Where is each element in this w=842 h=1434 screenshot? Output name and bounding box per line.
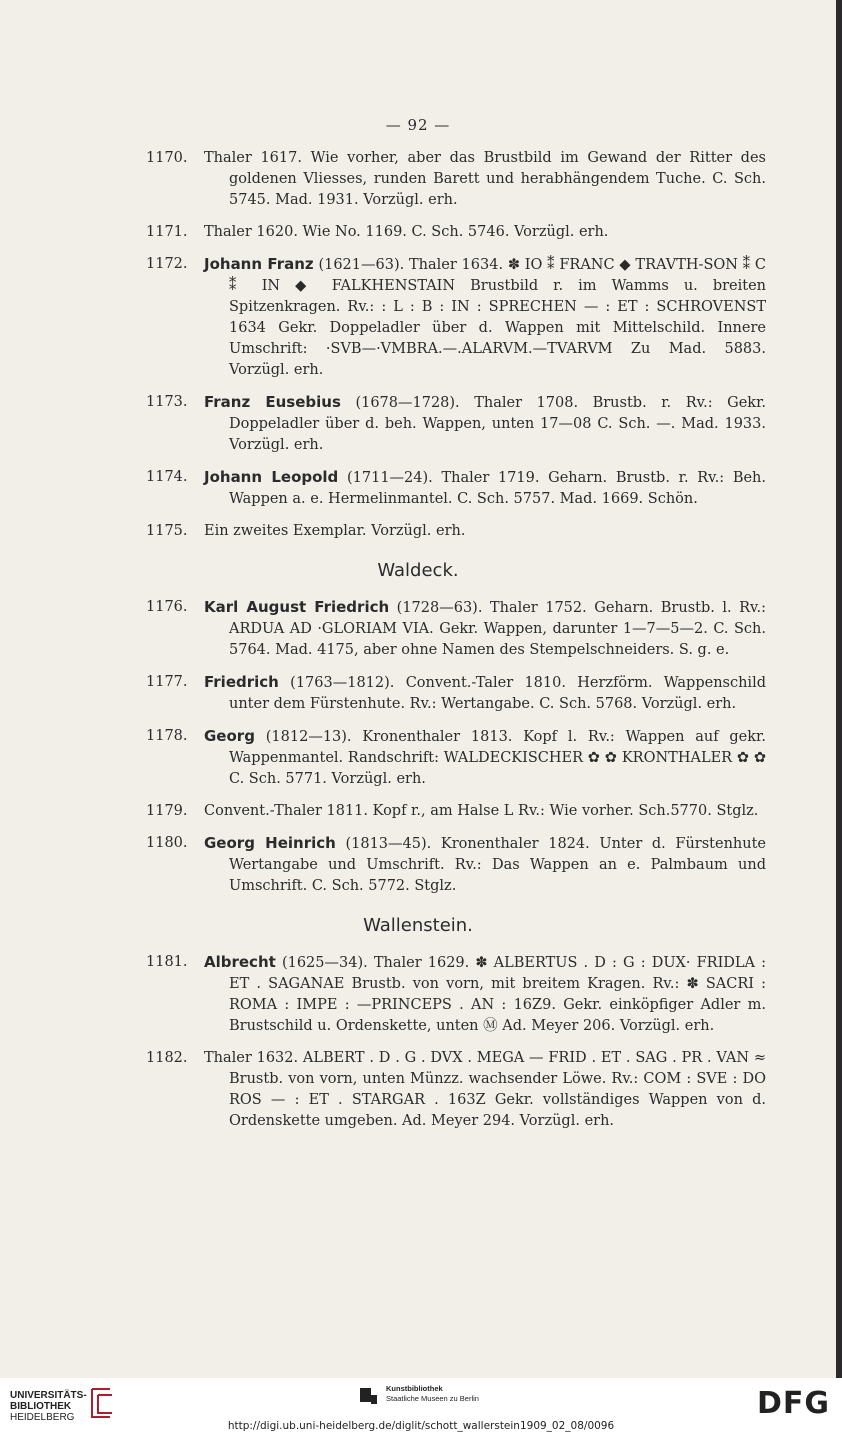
catalog-entry bbox=[0, 392, 836, 456]
catalog-entry bbox=[0, 833, 836, 897]
entry-number: 1180. bbox=[146, 835, 188, 851]
entry-description: (1711—24). Thaler 1719. Geharn. Brustb. r. Rv.: Beh. Wappen a. e. Hermelinmantel. C. Sch. 5757. Mad. 1669. Schön. bbox=[229, 470, 767, 507]
catalog-entry bbox=[0, 222, 836, 243]
ub-line-3: HEIDELBERG bbox=[10, 1412, 75, 1423]
entry-description: Convent.-Thaler 1811. Kopf r., am Halse L Rv.: Wie vorher. Sch.5770. Stglz. bbox=[204, 803, 759, 819]
entry-description: (1625—34). Thaler 1629. ✽ ALBERTUS . D : G : DUX· FRIDLA : ET . SAGANAE Brustb. von vorn, mit breitem Kragen. Rv.: ✽ SACRI : ROMA : IMPE : —PRINCEPS . AN : 16Z9. Gekr. einköpfiger Adler m. Brustschild u. Ordenskette, unten Ⓜ Ad. Meyer 206. Vorzügl. erh. bbox=[229, 955, 767, 1034]
entry-number: 1173. bbox=[146, 394, 188, 410]
entry-number: 1181. bbox=[146, 954, 188, 970]
entry-description: Thaler 1620. Wie No. 1169. C. Sch. 5746. Vorzügl. erh. bbox=[204, 224, 609, 240]
catalog-entry bbox=[0, 597, 836, 661]
ruler-name: Karl August Friedrich bbox=[204, 598, 390, 616]
catalog-entry bbox=[0, 726, 836, 790]
section-heading-waldeck: Waldeck. bbox=[377, 560, 459, 581]
catalog-entry bbox=[0, 801, 836, 822]
entry-group-wallenstein bbox=[0, 952, 836, 1132]
ub-heidelberg-mark-icon bbox=[86, 1385, 116, 1421]
entry-number: 1182. bbox=[146, 1050, 188, 1066]
entry-text bbox=[204, 521, 766, 542]
entry-number: 1175. bbox=[146, 523, 188, 539]
entry-text bbox=[204, 1048, 766, 1132]
entry-text bbox=[204, 833, 766, 897]
entry-number: 1176. bbox=[146, 599, 188, 615]
entry-number: 1170. bbox=[146, 150, 188, 166]
entry-number: 1177. bbox=[146, 674, 188, 690]
source-url-link[interactable]: http://digi.ub.uni-heidelberg.de/diglit/schott_wallerstein1909_02_08/0096 bbox=[227, 1420, 615, 1432]
entry-text bbox=[204, 467, 766, 510]
kunstbibliothek-label[interactable] bbox=[386, 1384, 479, 1404]
ruler-name: Georg bbox=[204, 727, 255, 745]
page-number: — 92 — bbox=[385, 116, 451, 134]
entry-text bbox=[204, 672, 766, 715]
footer-bar bbox=[0, 1378, 842, 1434]
entry-text bbox=[204, 597, 766, 661]
ub-heidelberg-logo-text[interactable] bbox=[10, 1390, 87, 1423]
catalog-entry bbox=[0, 467, 836, 510]
entry-description: Ein zweites Exemplar. Vorzügl. erh. bbox=[204, 523, 466, 539]
entry-number: 1178. bbox=[146, 728, 188, 744]
dfg-logo[interactable]: DFG bbox=[756, 1386, 830, 1421]
entries-container bbox=[0, 148, 836, 1143]
entry-text bbox=[204, 148, 766, 211]
entry-description: (1813—45). Kronenthaler 1824. Unter d. Fürstenhute Wertangabe und Umschrift. Rv.: Das Wappen an e. Palmbaum und Umschrift. C. Sch. 5772. Stglz. bbox=[229, 836, 767, 894]
kb-line-2: Staatliche Museen zu Berlin bbox=[386, 1394, 479, 1403]
book-spine-edge bbox=[836, 0, 842, 1378]
ruler-name: Franz Eusebius bbox=[204, 393, 341, 411]
entry-description: (1678—1728). Thaler 1708. Brustb. r. Rv.: Gekr. Doppeladler über d. beh. Wappen, unten 17—08 C. Sch. —. Mad. 1933. Vorzügl. erh. bbox=[229, 395, 767, 453]
entry-group-thaler bbox=[0, 148, 836, 542]
kunstbibliothek-logo-icon bbox=[358, 1386, 380, 1408]
entry-text bbox=[204, 222, 766, 243]
entry-group-waldeck bbox=[0, 597, 836, 897]
catalog-entry bbox=[0, 254, 836, 381]
ruler-name: Johann Franz bbox=[204, 255, 314, 273]
entry-description: (1763—1812). Convent.-Taler 1810. Herzförm. Wappenschild unter dem Fürstenhute. Rv.: Wertangabe. C. Sch. 5768. Vorzügl. erh. bbox=[229, 675, 766, 712]
catalog-entry bbox=[0, 1048, 836, 1132]
entry-text bbox=[204, 952, 766, 1037]
entry-description: (1812—13). Kronenthaler 1813. Kopf l. Rv.: Wappen auf gekr. Wappenmantel. Randschrift: WALDECKISCHER ✿ ✿ KRONTHALER ✿ ✿ C. Sch. 5771. Vorzügl. erh. bbox=[229, 729, 767, 787]
entry-number: 1174. bbox=[146, 469, 188, 485]
ruler-name: Georg Heinrich bbox=[204, 834, 336, 852]
entry-number: 1171. bbox=[146, 224, 188, 240]
entry-description: Thaler 1632. ALBERT . D . G . DVX . MEGA — FRID . ET . SAG . PR . VAN ≈ Brustb. von vorn, unten Münzz. wachsender Löwe. Rv.: COM : SVE : DO ROS — : ET . STARGAR . 163Z Gekr. vollständiges Wappen von d. Ordenskette umgeben. Ad. Meyer 294. Vorzügl. erh. bbox=[204, 1050, 766, 1129]
entry-description: Thaler 1617. Wie vorher, aber das Brustbild im Gewand der Ritter des goldenen Vliesses, runden Barett und herabhängendem Tuche. C. Sch. 5745. Mad. 1931. Vorzügl. erh. bbox=[204, 150, 766, 208]
ub-line-2: BIBLIOTHEK bbox=[10, 1401, 72, 1412]
ub-line-1: UNIVERSITÄTS- bbox=[10, 1390, 87, 1401]
entry-text bbox=[204, 801, 766, 822]
catalog-entry bbox=[0, 521, 836, 542]
section-heading-wallenstein: Wallenstein. bbox=[363, 915, 473, 936]
entry-description: (1621—63). Thaler 1634. ✽ IO ⁑ FRANC ◆ TRAVTH-SON ⁑ C ⁑ IN ◆ FALKHENSTAIN Brustbild r. im Wamms u. breiten Spitzenkragen. Rv.: : L : B : IN : SPRECHEN — : ET : SCHROVENST 1634 Gekr. Doppeladler über d. Wappen mit Mittelschild. Innere Umschrift: ·SVB—·VMBRA.—.ALARVM.—TVARVM Zu Mad. 5883. Vorzügl. erh. bbox=[229, 257, 767, 378]
ruler-name: Albrecht bbox=[204, 953, 276, 971]
catalog-entry bbox=[0, 672, 836, 715]
kb-line-1: Kunstbibliothek bbox=[386, 1384, 443, 1393]
ruler-name: Friedrich bbox=[204, 673, 279, 691]
entry-number: 1172. bbox=[146, 256, 188, 272]
ruler-name: Johann Leopold bbox=[204, 468, 339, 486]
entry-text bbox=[204, 254, 766, 381]
catalog-entry bbox=[0, 952, 836, 1037]
entry-text bbox=[204, 392, 766, 456]
entry-number: 1179. bbox=[146, 803, 188, 819]
entry-text bbox=[204, 726, 766, 790]
catalog-entry bbox=[0, 148, 836, 211]
entry-description: (1728—63). Thaler 1752. Geharn. Brustb. l. Rv.: ARDUA AD ·GLORIAM VIA. Gekr. Wappen, darunter 1—7—5—2. C. Sch. 5764. Mad. 4175, aber ohne Namen des Stempelschneiders. S. g. e. bbox=[229, 600, 766, 658]
